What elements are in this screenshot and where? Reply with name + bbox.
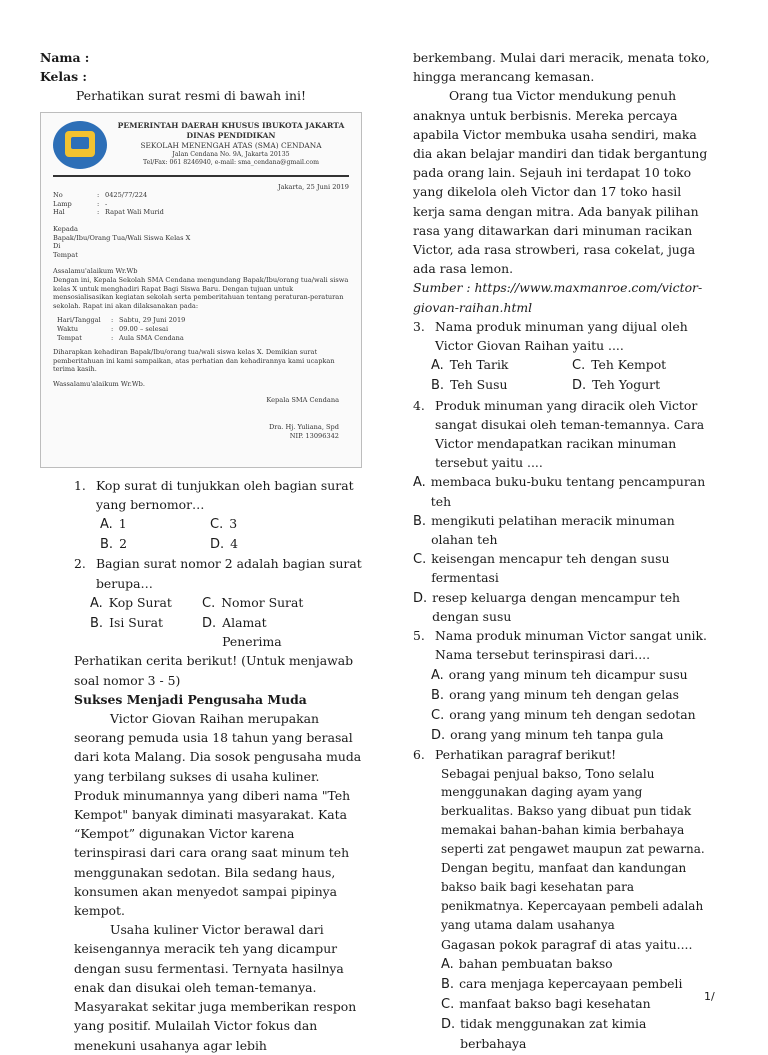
- signature-name: Dra. Hj. Yuliana, Spd: [268, 423, 339, 432]
- story-title: Sukses Menjadi Pengusaha Muda: [74, 691, 307, 707]
- letterhead: [53, 121, 349, 169]
- letter-date: Jakarta, 25 Juni 2019: [277, 182, 349, 191]
- q4-option-b[interactable]: B. mengikuti pelatihan meracik minuman olahan teh: [413, 512, 675, 548]
- letter-body-1: Dengan ini, Kepala Sekolah SMA Cendana mengundang Bapak/Ibu/orang tua/wali siswa kelas X untuk menghadiri Rapat Bagi Siswa Baru. Dengan tujuan untuk mensosialisasikan kegiatan sekolah serta pemberitahuan tentang peraturan-peraturan sekolah. Rapat ini akan dilaksanakan pada:: [53, 275, 349, 310]
- education-logo-icon: [53, 121, 107, 169]
- q1-option-a[interactable]: A. 1: [100, 516, 127, 533]
- q6-question: Gagasan pokok paragraf di atas yaitu....: [441, 936, 693, 952]
- q2-option-c[interactable]: C. Nomor Surat: [202, 594, 304, 611]
- story-paragraph-3: Orang tua Victor mendukung penuh anaknya untuk berbisnis. Mereka percaya apabila Victor membuka usaha sendiri, maka dia akan belajar mandiri dan tidak bergantung pada orang lain. Sejauh ini terdapat 10 toko yang dikelola oleh Victor dan 17 toko hasil kerja sama dengan mitra. Ada banyak pilihan rasa yang ditawarkan dari minuman racikan Victor, ada rasa strowberi, rasa cokelat, juga ada rasa lemon.: [413, 88, 708, 277]
- letter-greeting: Assalamu'alaikum Wr.Wb: [53, 267, 138, 276]
- q6-option-b[interactable]: B. cara menjaga kepercayaan pembeli: [441, 976, 683, 993]
- page-number: 1/: [704, 990, 715, 1003]
- q6-option-d[interactable]: D. tidak menggunakan zat kimia berbahaya: [441, 1016, 647, 1051]
- kop-line-1: PEMERINTAH DAERAH KHUSUS IBUKOTA JAKARTA: [117, 120, 345, 130]
- right-column: [413, 48, 713, 1053]
- letter-recipient: Kepada Bapak/Ibu/Orang Tua/Wali Siswa Kelas X Di Tempat: [53, 224, 191, 259]
- q2-option-b[interactable]: B. Isi Surat: [90, 615, 163, 632]
- q3-option-b[interactable]: B. Teh Susu: [431, 377, 508, 394]
- q5-option-a[interactable]: A. orang yang minum teh dicampur susu: [431, 666, 688, 683]
- letter-number-block: No : 0425/77/224 Lamp : - Hal : Rapat Wali Murid: [53, 191, 164, 217]
- question-2: 2. Bagian surat nomor 2 adalah bagian surat berupa…: [74, 556, 362, 591]
- q1-option-d[interactable]: D. 4: [210, 536, 239, 553]
- story-intro: Perhatikan cerita berikut! (Untuk menjawab soal nomor 3 - 5): [74, 653, 354, 688]
- q4-option-c[interactable]: C. keisengan mencapur teh dengan susu fermentasi: [413, 551, 670, 586]
- signature-nip: NIP. 13096342: [289, 431, 339, 440]
- letter-body-2: Diharapkan kehadiran Bapak/Ibu/orang tua/wali siswa kelas X. Demikian surat pemberitahuan ini kami sampaikan, atas perhatian dan kehadirannya kami ucapkan terima kasih.: [53, 348, 335, 374]
- event-details: Hari/Tanggal : Sabtu, 29 Juni 2019 Waktu : 09.00 – selesai Tempat : Aula SMA Cendana: [57, 316, 186, 342]
- question-4: 4. Produk minuman yang diracik oleh Victor sangat disukai oleh teman-temannya. Cara Victor mendapatkan racikan minuman tersebut yaitu ....: [413, 397, 705, 471]
- class-label: Kelas :: [40, 69, 87, 85]
- q6-option-c[interactable]: C. manfaat bakso bagi kesehatan: [441, 996, 651, 1013]
- left-column: [40, 48, 368, 1055]
- q5-option-d[interactable]: D. orang yang minum teh tanpa gula: [431, 727, 664, 744]
- signature-title: Kepala SMA Cendana: [266, 396, 339, 405]
- question-6: 6. Perhatikan paragraf berikut!: [413, 747, 617, 763]
- story-paragraph-1: Victor Giovan Raihan merupakan seorang pemuda usia 18 tahun yang berasal dari kota Malang. Dia sosok pengusaha muda yang terbilang sukses di usaha kuliner. Produk minumannya yang diberi nama "Teh Kempot" banyak diminati masyarakat. Kata “Kempot” digunakan Victor karena terinspirasi dari cara orang saat minum teh menggunakan sedotan. Bila sedang haus, konsumen akan menyedot sampai pipinya kempot.: [74, 711, 362, 919]
- q4-option-d[interactable]: D. resep keluarga dengan mencampur teh dengan susu: [413, 589, 681, 624]
- question-1: 1. Kop surat di tunjukkan oleh bagian surat yang bernomor…: [74, 477, 354, 512]
- kop-line-5: Tel/Fax: 061 8246940, e-mail: sma_cendana@gmail.com: [142, 158, 319, 166]
- q1-option-b[interactable]: B. 2: [100, 536, 127, 553]
- question-2-options: [40, 593, 314, 652]
- q5-option-b[interactable]: B. orang yang minum teh dengan gelas: [431, 686, 679, 703]
- q2-option-a[interactable]: A. Kop Surat: [90, 594, 172, 611]
- q6-paragraph: Sebagai penjual bakso, Tono selalu menggunakan daging ayam yang berkualitas. Bakso yang dibuat pun tidak memakai bahan-bahan kimia berbahaya seperti zat pengawet maupun zat pewarna. Dengan begitu, manfaat dan kandungan bakso baik bagi kesehatan para penikmatnya. Kepercayaan pembeli adalah yang utama dalam usahanya: [441, 766, 705, 932]
- question-1-options: [40, 514, 320, 554]
- question-3-options: [413, 355, 713, 395]
- q5-option-c[interactable]: C. orang yang minum teh dengan sedotan: [431, 706, 696, 723]
- q3-option-d[interactable]: D. Teh Yogurt: [572, 377, 661, 394]
- q3-option-a[interactable]: A. Teh Tarik: [431, 357, 509, 374]
- q2-option-d[interactable]: D. Alamat Penerima: [202, 615, 282, 650]
- official-letter-image: [40, 112, 362, 468]
- question-3: 3. Nama produk minuman yang dijual oleh Victor Giovan Raihan yaitu ....: [413, 318, 688, 354]
- story-source: Sumber : https://www.maxmanroe.com/victor-giovan-raihan.html: [413, 280, 703, 315]
- kop-line-4: Jalan Cendana No. 9A, Jakarta 20135: [172, 150, 290, 158]
- kop-line-3: SEKOLAH MENENGAH ATAS (SMA) CENDANA: [140, 140, 322, 150]
- q6-option-a[interactable]: A. bahan pembuatan bakso: [441, 955, 613, 972]
- story-paragraph-2-continued: berkembang. Mulai dari meracik, menata toko, hingga merancang kemasan.: [413, 50, 710, 85]
- letter-closing: Wassalamu'alaikum Wr.Wb.: [53, 379, 145, 388]
- name-label: Nama :: [40, 50, 90, 65]
- q1-option-c[interactable]: C. 3: [210, 516, 238, 533]
- question-5: 5. Nama produk minuman Victor sangat unik. Nama tersebut terinspirasi dari....: [413, 628, 707, 663]
- letterhead-divider: [53, 175, 349, 177]
- instruction-text: Perhatikan surat resmi di bawah ini!: [76, 88, 306, 104]
- q4-option-a[interactable]: A. membaca buku-buku tentang pencampuran teh: [413, 474, 706, 509]
- story-paragraph-2: Usaha kuliner Victor berawal dari keisengannya meracik teh yang dicampur dengan susu fermentasi. Ternyata hasilnya enak dan disukai oleh teman-temanya. Masyarakat sekitar juga memberikan respon yang positif. Mulailah Victor fokus dan menekuni usahanya agar lebih: [74, 922, 357, 1053]
- q3-option-c[interactable]: C. Teh Kempot: [572, 357, 667, 374]
- kop-line-2: DINAS PENDIDIKAN: [186, 130, 276, 140]
